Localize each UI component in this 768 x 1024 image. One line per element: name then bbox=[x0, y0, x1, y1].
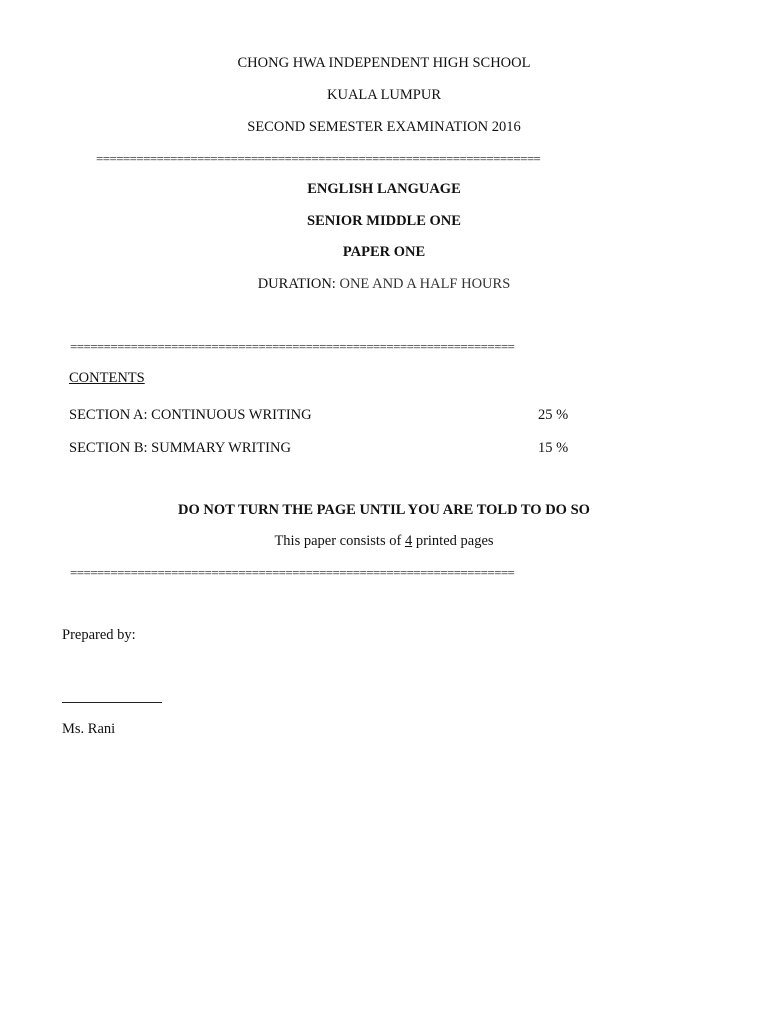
duration-value: ONE AND A HALF HOURS bbox=[339, 276, 511, 292]
level-title: SENIOR MIDDLE ONE bbox=[307, 213, 461, 229]
contents-heading: CONTENTS bbox=[69, 370, 145, 386]
paper-title: PAPER ONE bbox=[342, 244, 426, 260]
page-count-line bbox=[0, 532, 768, 550]
separator-rule-bottom: ================================================================== bbox=[70, 565, 515, 580]
warning-notice: DO NOT TURN THE PAGE UNTIL YOU ARE TOLD TO DO SO bbox=[178, 502, 590, 518]
section-b-name: SECTION B: SUMMARY WRITING bbox=[69, 440, 291, 456]
duration-label: DURATION: bbox=[257, 276, 336, 292]
school-city: KUALA LUMPUR bbox=[327, 87, 441, 103]
subject-title: ENGLISH LANGUAGE bbox=[307, 181, 461, 197]
section-a-weight: 25 % bbox=[538, 407, 569, 423]
preparer-name: Ms. Rani bbox=[62, 721, 116, 737]
page-count-number: 4 bbox=[404, 533, 413, 549]
section-a-name: SECTION A: CONTINUOUS WRITING bbox=[69, 407, 312, 423]
separator-rule-top: ================================================================== bbox=[96, 151, 541, 166]
separator-rule-middle: ================================================================== bbox=[70, 339, 515, 354]
section-b-weight: 15 % bbox=[538, 440, 569, 456]
prepared-by-label: Prepared by: bbox=[62, 627, 136, 643]
duration-line bbox=[0, 275, 768, 293]
exam-title: SECOND SEMESTER EXAMINATION 2016 bbox=[247, 119, 521, 135]
page-count-suffix: printed pages bbox=[415, 533, 494, 549]
school-name: CHONG HWA INDEPENDENT HIGH SCHOOL bbox=[237, 55, 531, 71]
signature-line bbox=[62, 702, 162, 703]
page-count-prefix: This paper consists of bbox=[274, 533, 402, 549]
